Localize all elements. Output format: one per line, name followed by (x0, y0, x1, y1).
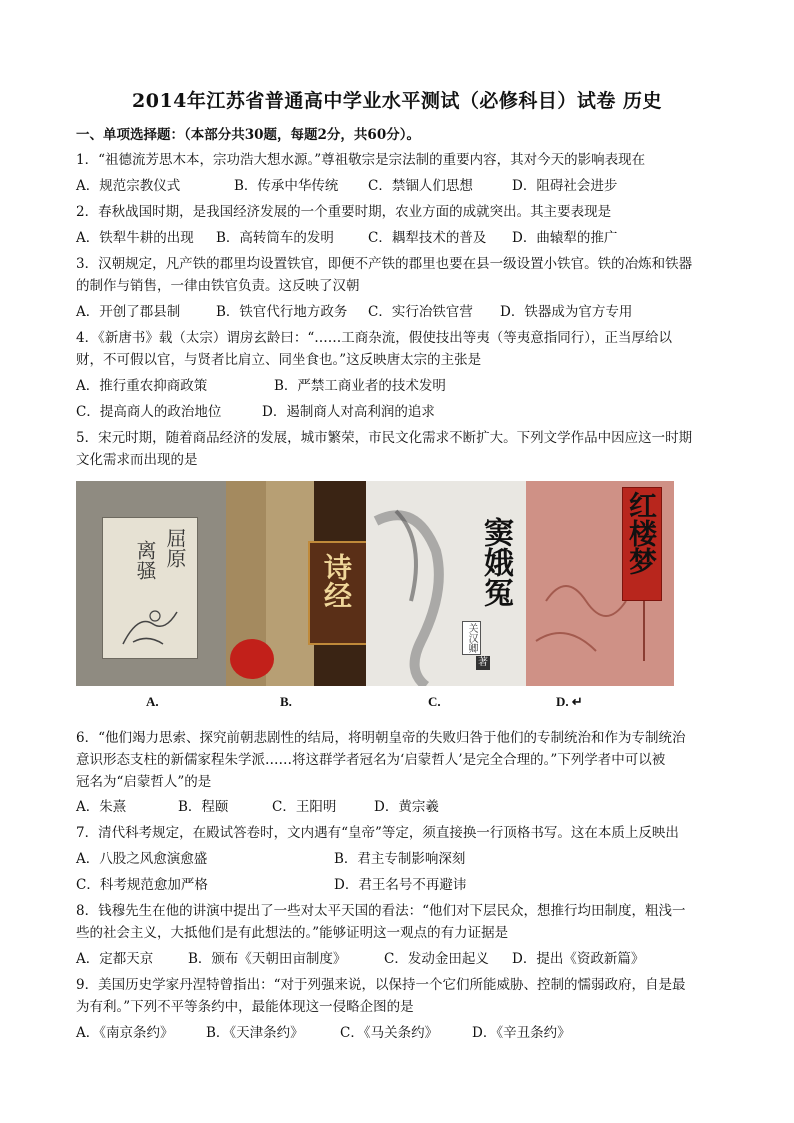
option-c[interactable]: C．提高商人的政治地位 (76, 404, 222, 420)
cover-c-title: 窦娥冤 (478, 517, 513, 607)
option-c[interactable]: C．实行冶铁官营 (368, 304, 473, 320)
cover-a-title-left: 离骚 (133, 540, 157, 580)
option-d[interactable]: D．黄宗羲 (374, 799, 439, 815)
question-4-stem-line-2: 财，不可假以官，与贤者比肩立、同坐食也。”这反映唐太宗的主张是 (76, 352, 482, 368)
question-3-stem-line-1: 3．汉朝规定，凡产铁的郡里均设置铁官，即便不产铁的郡里也要在县一级设置小铁官。铁的冶炼和铁器 (76, 256, 693, 272)
cover-d-hongloumeng (526, 481, 674, 686)
option-c[interactable]: C．王阳明 (272, 799, 337, 815)
option-c[interactable]: C．科考规范愈加严格 (76, 877, 208, 893)
option-a[interactable]: A．八股之风愈演愈盛 (76, 851, 208, 867)
section-heading: 一、单项选择题：（本部分共30题，每题2分，共60分）。 (76, 127, 420, 143)
option-b[interactable]: B．传承中华传统 (234, 178, 339, 194)
question-5-stem-line-2: 文化需求而出现的是 (76, 452, 198, 468)
option-b[interactable]: B．严禁工商业者的技术发明 (274, 378, 446, 394)
option-a[interactable]: A．铁犁牛耕的出现 (76, 230, 194, 246)
question-3-stem-line-2: 的制作与销售，一律由铁官负责。这反映了汉朝 (76, 278, 360, 294)
question-9-stem-line-1: 9．美国历史学家丹涅特曾指出：“对于列强来说，以保持一个它们所能威胁、控制的懦弱政府，自是最 (76, 977, 686, 993)
exam-title: 2014年江苏省普通高中学业水平测试（必修科目）试卷 历史 (132, 90, 662, 112)
question-4-options-row-1 (76, 377, 726, 395)
option-a[interactable]: A．定都天京 (76, 951, 154, 967)
cover-a-lisao (76, 481, 226, 686)
cover-b-shijing (226, 481, 366, 686)
option-c[interactable]: C．禁锢人们思想 (368, 178, 473, 194)
question-6-stem-line-3: 冠名为“启蒙哲人”的是 (76, 774, 212, 790)
question-2-stem: 2．春秋战国时期，是我国经济发展的一个重要时期，农业方面的成就突出。其主要表现是 (76, 204, 612, 220)
question-8-options (76, 950, 726, 968)
question-6-stem-line-1: 6．“他们竭力思索、探究前朝悲剧性的结局，将明朝皇帝的失败归咎于他们的专制统治和作为专制统治 (76, 730, 686, 746)
question-2-options (76, 229, 726, 247)
option-c[interactable]: C．发动金田起义 (384, 951, 489, 967)
option-a[interactable]: A．开创了郡县制 (76, 304, 181, 320)
cover-d-title: 红楼梦 (625, 491, 658, 575)
option-d[interactable]: D．阻碍社会进步 (512, 178, 618, 194)
question-4-options-row-2 (76, 403, 726, 421)
question-5-stem-line-1: 5．宋元时期，随着商品经济的发展，城市繁荣，市民文化需求不断扩大。下列文学作品中因应这一时期 (76, 430, 693, 446)
question-3-options (76, 303, 726, 321)
option-b[interactable]: B．铁官代行地方政务 (216, 304, 348, 320)
question-4-stem-line-1: 4．《新唐书》载（太宗）谓房玄龄曰：“……工商杂流，假使技出等夷（等夷意指同行），正当厚给以 (76, 330, 672, 346)
question-1-stem: 1．“祖德流芳思木本，宗功浩大想水源。”尊祖敬宗是宗法制的重要内容，其对今天的影响表现在 (76, 152, 646, 168)
option-b[interactable]: B．高转筒车的发明 (216, 230, 334, 246)
option-c[interactable]: C．《马关条约》 (340, 1025, 439, 1041)
question-6-stem-line-2: 意识形态支柱的新儒家程朱学派……将这群学者冠名为‘启蒙哲人’是完全合理的。”下列学者中可以被 (76, 752, 666, 768)
question-9-options (76, 1024, 726, 1042)
cover-a-figure-sketch (103, 594, 197, 654)
option-b[interactable]: B．君主专制影响深刻 (334, 851, 466, 867)
question-9-stem-line-2: 为有利。”下列不平等条约中，最能体现这一侵略企图的是 (76, 999, 414, 1015)
option-b[interactable]: B．程颐 (178, 799, 229, 815)
cover-c-author: 关汉卿 (462, 621, 481, 655)
option-c[interactable]: C．耦犁技术的普及 (368, 230, 487, 246)
option-a[interactable]: A．规范宗教仪式 (76, 178, 181, 194)
option-d[interactable]: D．曲辕犁的推广 (512, 230, 618, 246)
cover-b-red-flower (230, 639, 274, 679)
figure-label-a[interactable]: A. (146, 694, 159, 709)
figure-label-c[interactable]: C. (428, 694, 441, 709)
figure-label-d[interactable]: D. ↵ (556, 694, 583, 709)
figure-option-labels (76, 694, 676, 712)
option-d[interactable]: D．铁器成为官方专用 (500, 304, 633, 320)
option-a[interactable]: A．推行重农抑商政策 (76, 378, 208, 394)
option-b[interactable]: B．颁布《天朝田亩制度》 (188, 951, 347, 967)
question-7-options-row-1 (76, 850, 726, 868)
question-7-options-row-2 (76, 876, 726, 894)
option-d[interactable]: D．提出《资政新篇》 (512, 951, 645, 967)
figure-label-b[interactable]: B. (280, 694, 292, 709)
question-1-options (76, 177, 726, 195)
option-d[interactable]: D．君王名号不再避讳 (334, 877, 467, 893)
cover-c-douyuan (366, 481, 526, 686)
cover-c-author-mark: 著 (478, 657, 488, 668)
book-covers-figure (76, 481, 674, 686)
question-7-stem: 7．清代科考规定，在殿试答卷时，文内遇有“皇帝”等定，须直接换一行顶格书写。这在本质上反映出 (76, 825, 679, 841)
cover-a-frame (102, 517, 198, 659)
question-6-options (76, 798, 726, 816)
option-a[interactable]: A．朱熹 (76, 799, 127, 815)
cover-b-title: 诗经 (320, 553, 353, 609)
option-d[interactable]: D．《辛丑条约》 (472, 1025, 571, 1041)
question-8-stem-line-1: 8．钱穆先生在他的讲演中提出了一些对太平天国的看法：“他们对下层民众，想推行均田制度，粗浅一 (76, 903, 686, 919)
option-b[interactable]: B．《天津条约》 (206, 1025, 304, 1041)
question-8-stem-line-2: 些的社会主义，大抵他们是有此想法的。”能够证明这一观点的有力证据是 (76, 925, 509, 941)
option-d[interactable]: D．遏制商人对高利润的追求 (262, 404, 435, 420)
option-a[interactable]: A．《南京条约》 (76, 1025, 174, 1041)
cover-a-title-right: 屈原 (163, 528, 187, 568)
